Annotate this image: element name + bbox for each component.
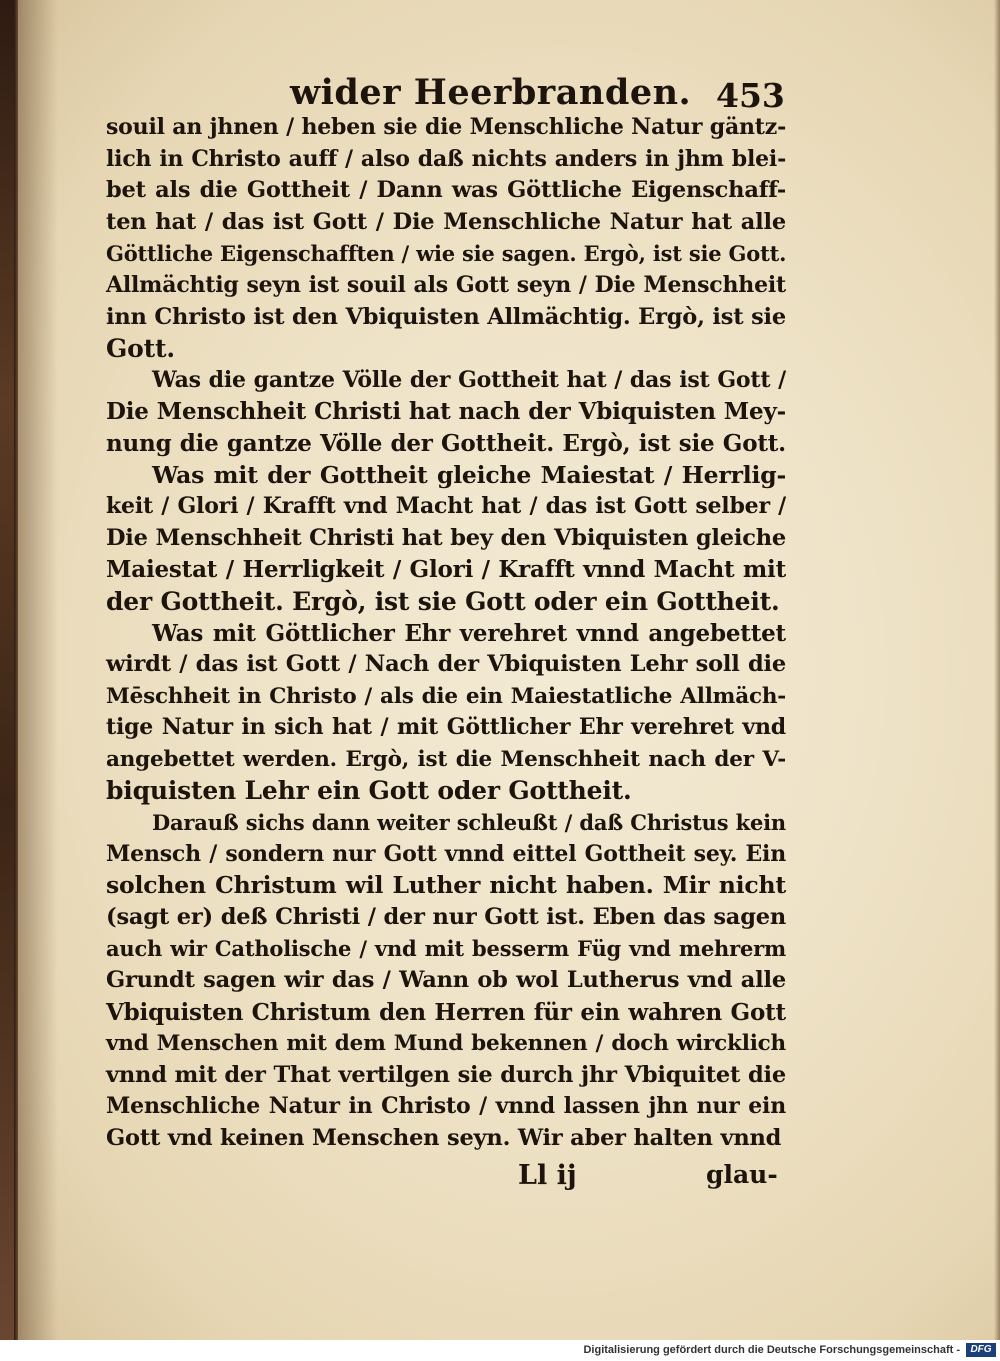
text-line: Die Menschheit Christi hat bey den Vbiquisten gleiche <box>106 524 786 551</box>
text-line: auch wir Catholische / vnd mit besserm Füg vnd mehrerm <box>106 936 786 962</box>
page-number: 453 <box>716 76 785 115</box>
text-line: souil an jhnen / heben sie die Menschliche Natur gäntz- <box>106 114 786 140</box>
text-line: vnd Menschen mit dem Mund bekennen / doch wircklich <box>106 1031 786 1057</box>
text-line: Gott vnd keinen Menschen seyn. Wir aber halten vnnd <box>106 1125 782 1151</box>
body-text <box>106 112 786 1155</box>
text-line: Mensch / sondern nur Gott vnnd eittel Gottheit sey. Ein <box>106 840 786 867</box>
text-line: biquisten Lehr ein Gott oder Gottheit. <box>106 776 632 806</box>
text-line: Vbiquisten Christum den Herren für ein wahren Gott <box>106 998 786 1026</box>
signature-mark: Ll ij <box>518 1160 577 1191</box>
page-edge <box>994 0 1000 1340</box>
text-line: der Gottheit. Ergò, ist sie Gott oder ein Gottheit. <box>106 586 780 616</box>
text-line: keit / Glori / Krafft vnd Macht hat / das ist Gott selber / <box>106 493 786 520</box>
text-line: tige Natur in sich hat / mit Göttlicher Ehr verehret vnd <box>106 714 786 741</box>
text-line: Allmächtig seyn ist souil als Gott seyn / Die Menschheit <box>106 271 786 298</box>
text-line: Grundt sagen wir das / Wann ob wol Lutherus vnd alle <box>106 967 786 994</box>
text-line: Mēschheit in Christo / als die ein Maiestatliche Allmäch- <box>106 683 786 709</box>
running-head-title: wider Heerbranden. <box>290 72 692 113</box>
text-line: inn Christo ist den Vbiquisten Allmächtig. Ergò, ist sie <box>106 303 786 330</box>
text-line: (sagt er) deß Christi / der nur Gott ist. Eben das sagen <box>106 903 786 930</box>
text-line: Was die gantze Völle der Gottheit hat / das ist Gott / <box>152 366 786 393</box>
text-line: bet als die Gottheit / Dann was Göttliche Eigenschaff- <box>106 177 786 204</box>
gutter-shadow <box>18 0 58 1340</box>
text-line: Maiestat / Herrligkeit / Glori / Krafft vnnd Macht mit <box>106 556 786 584</box>
text-line: Was mit Göttlicher Ehr verehret vnnd angebettet <box>152 619 786 647</box>
text-line: nung die gantze Völle der Gottheit. Ergò, ist sie Gott. <box>106 429 786 457</box>
text-line: Die Menschheit Christi hat nach der Vbiquisten Mey- <box>106 398 786 426</box>
text-line: Darauß sichs dann weiter schleußt / daß Christus kein <box>152 810 786 836</box>
text-line: Gott. <box>106 334 175 364</box>
text-line: ten hat / das ist Gott / Die Menschliche Natur hat alle <box>106 208 786 235</box>
text-line: wirdt / das ist Gott / Nach der Vbiquisten Lehr soll die <box>106 651 786 678</box>
text-line: lich in Christo auff / also daß nichts anders in jhm blei- <box>106 145 786 172</box>
text-line: angebettet werden. Ergò, ist die Menschheit nach der V- <box>106 746 786 772</box>
footer-bar <box>0 1340 1000 1361</box>
text-line: Göttliche Eigenschafften / wie sie sagen. Ergò, ist sie Gott. <box>106 241 787 267</box>
text-line: Menschliche Natur in Christo / vnnd lassen jhn nur ein <box>106 1093 786 1120</box>
dfg-logo: DFG <box>966 1343 996 1357</box>
catchword: glau- <box>706 1160 778 1189</box>
book-binding-edge <box>0 0 14 1340</box>
funding-credit: Digitalisierung gefördert durch die Deutsche Forschungsgemeinschaft - <box>583 1344 960 1356</box>
text-line: Was mit der Gottheit gleiche Maiestat / Herrlig- <box>152 460 786 489</box>
text-line: solchen Christum wil Luther nicht haben. Mir nicht <box>106 871 786 900</box>
text-line: vnnd mit der That vertilgen sie durch jhr Vbiquitet die <box>106 1061 786 1088</box>
